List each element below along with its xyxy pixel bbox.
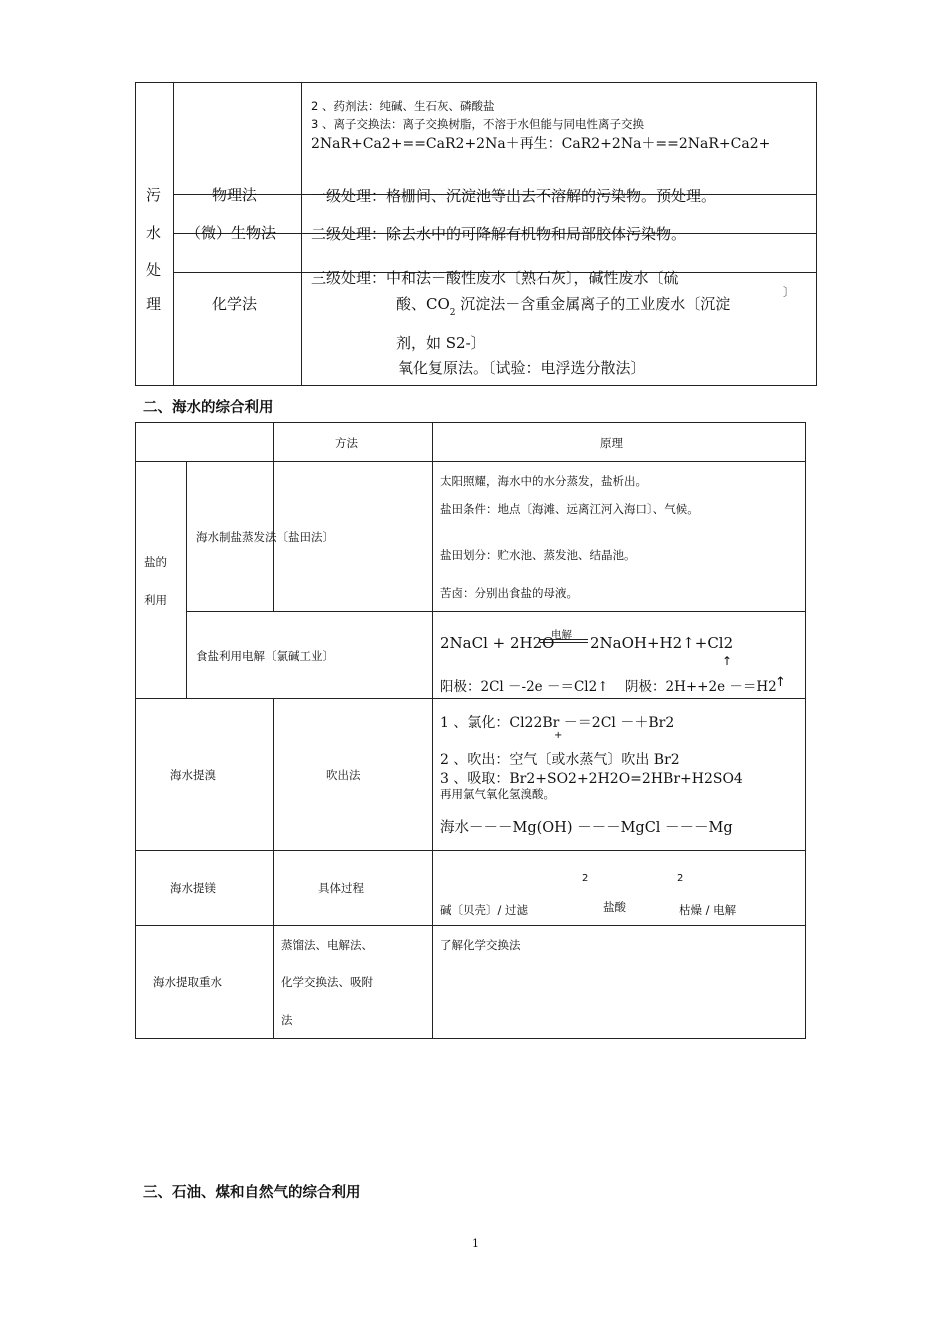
salt-evap-principle-2: 盐田条件：地点〔海滩、远离江河入海口〕、气候。 [440, 502, 699, 516]
bromine-method: 吹出法 [326, 768, 361, 782]
level3-b-sub: 2 [449, 308, 456, 318]
page-number: 1 [472, 1237, 479, 1250]
method-chemical: 化学法 [212, 295, 258, 313]
table2-rule-bromine-end [135, 850, 806, 851]
cathode-equation: 阴极：2H++2e －＝H2 [625, 679, 777, 695]
electrolysis-double-line-top [540, 639, 588, 640]
level3-treatment-c: 剂，如 S2-〕 [396, 334, 486, 352]
salt-evap-principle-1: 太阳照耀，海水中的水分蒸发，盐析出。 [440, 474, 647, 488]
ion-exchange-line: 3 、离子交换法：离子交换树脂，不溶于水但能与同电性离子交换 [311, 117, 644, 131]
section-2-title: 二、海水的综合利用 [143, 400, 274, 416]
table2-rule-magnesium-end [135, 925, 806, 926]
salt-evap-principle-4: 苦卤：分别出食盐的母液。 [440, 586, 578, 600]
header-method: 方法 [335, 436, 358, 450]
level3-treatment-a: 三级处理：中和法－酸性废水〔熟石灰〕，碱性废水〔硫 [311, 269, 679, 287]
header-principle: 原理 [600, 436, 623, 450]
table2-divider-method-bottom [273, 698, 274, 1039]
heavywater-method-1: 蒸馏法、电解法、 [281, 938, 373, 952]
bromine-step-1: 1 、氯化：Cl22Br －＝2Cl －＋Br2 [440, 715, 675, 731]
salt-evap-method: 海水制盐蒸发法〔盐田法〕 [196, 530, 334, 544]
electrolysis-eq-right: 2NaOH+H2↑+Cl2 [590, 634, 734, 652]
table1-divider-2 [301, 82, 302, 386]
table2-divider-principle [432, 422, 433, 1039]
magnesium-method: 具体过程 [318, 881, 364, 895]
table1-divider-1 [173, 82, 174, 386]
electrolysis-arrow-up: ↑ [722, 654, 733, 668]
salt-label-1: 盐的 [144, 555, 167, 569]
bromine-step-1-plus: + [554, 730, 563, 741]
row-label-char-4: 理 [146, 295, 162, 313]
magnesium-step-3: 枯燥 / 电解 [679, 903, 737, 917]
electrolysis-double-line-bottom [540, 642, 588, 643]
section-3-title: 三、石油、煤和自然气的综合利用 [143, 1185, 361, 1201]
cathode-arrow-up: ↑ [775, 675, 786, 690]
table2-rule-salt-end [135, 698, 806, 699]
salt-evap-principle-3: 盐田划分：贮水池、蒸发池、结晶池。 [440, 548, 636, 562]
magnesium-step-1: 碱〔贝壳〕/ 过滤 [440, 903, 529, 917]
magnesium-step-2: 盐酸 [603, 900, 626, 914]
method-biological: （微）生物法 [186, 224, 277, 242]
magnesium-sub-2: 2 [677, 873, 684, 884]
level3-treatment-d: 氧化复原法。〔试验：电浮选分散法〕 [398, 359, 646, 377]
magnesium-label: 海水提镁 [170, 881, 216, 895]
level3-bracket: 〕 [783, 285, 795, 299]
heavywater-label: 海水提取重水 [153, 975, 222, 989]
method-physical: 物理法 [212, 186, 258, 204]
electrolysis-eq-left: 2NaCl + 2H2O [440, 634, 555, 652]
anode-equation: 阳极：2Cl －-2e －＝Cl2↑ [440, 679, 609, 695]
level2-treatment: 二级处理：除去水中的可降解有机物和局部胶体污染物。 [311, 225, 687, 243]
level3-b-part1: 酸、CO [396, 295, 450, 313]
salt-electrolysis-method: 食盐利用电解〔氯碱工业〕 [196, 649, 334, 663]
salt-label-2: 利用 [144, 593, 167, 607]
row-label-char-3: 处 [146, 261, 162, 279]
table2-divider-salt [186, 461, 187, 698]
row-label-char-2: 水 [146, 224, 162, 242]
level3-b-part2: 沉淀法－含重金属离子的工业废水〔沉淀 [460, 295, 731, 313]
table2-divider-method-top [273, 422, 274, 611]
bromine-step-2: 2 、吹出：空气〔或水蒸气〕吹出 Br2 [440, 752, 680, 768]
heavywater-method-2: 化学交换法、吸附 [281, 975, 373, 989]
heavywater-method-3: 法 [281, 1013, 293, 1027]
heavywater-principle: 了解化学交换法 [440, 938, 521, 952]
magnesium-flow: 海水－－－Mg(OH) －－－MgCl －－－Mg [440, 820, 733, 836]
level1-treatment: 一级处理：格栅间、沉淀池等出去不溶解的污染物。预处理。 [311, 187, 717, 205]
bromine-label: 海水提溴 [170, 768, 216, 782]
bromine-step-3: 3 、吸取：Br2+SO2+2H2O=2HBr+H2SO4 [440, 771, 743, 787]
electrolysis-condition-label: 电解 [551, 629, 572, 641]
table2-rule-salt-mid [186, 611, 806, 612]
agent-method-line: 2 、药剂法：纯碱、生石灰、磷酸盐 [311, 99, 495, 113]
table2-rule-header [135, 461, 806, 462]
bromine-step-4: 再用氯气氧化氢溴酸。 [440, 787, 555, 801]
magnesium-sub-1: 2 [582, 873, 589, 884]
row-label-char-1: 污 [146, 186, 162, 204]
level3-treatment-b [396, 293, 731, 318]
ion-exchange-equation: 2NaR+Ca2+==CaR2+2Na＋再生：CaR2+2Na＋==2NaR+Ca2+ [311, 136, 771, 152]
